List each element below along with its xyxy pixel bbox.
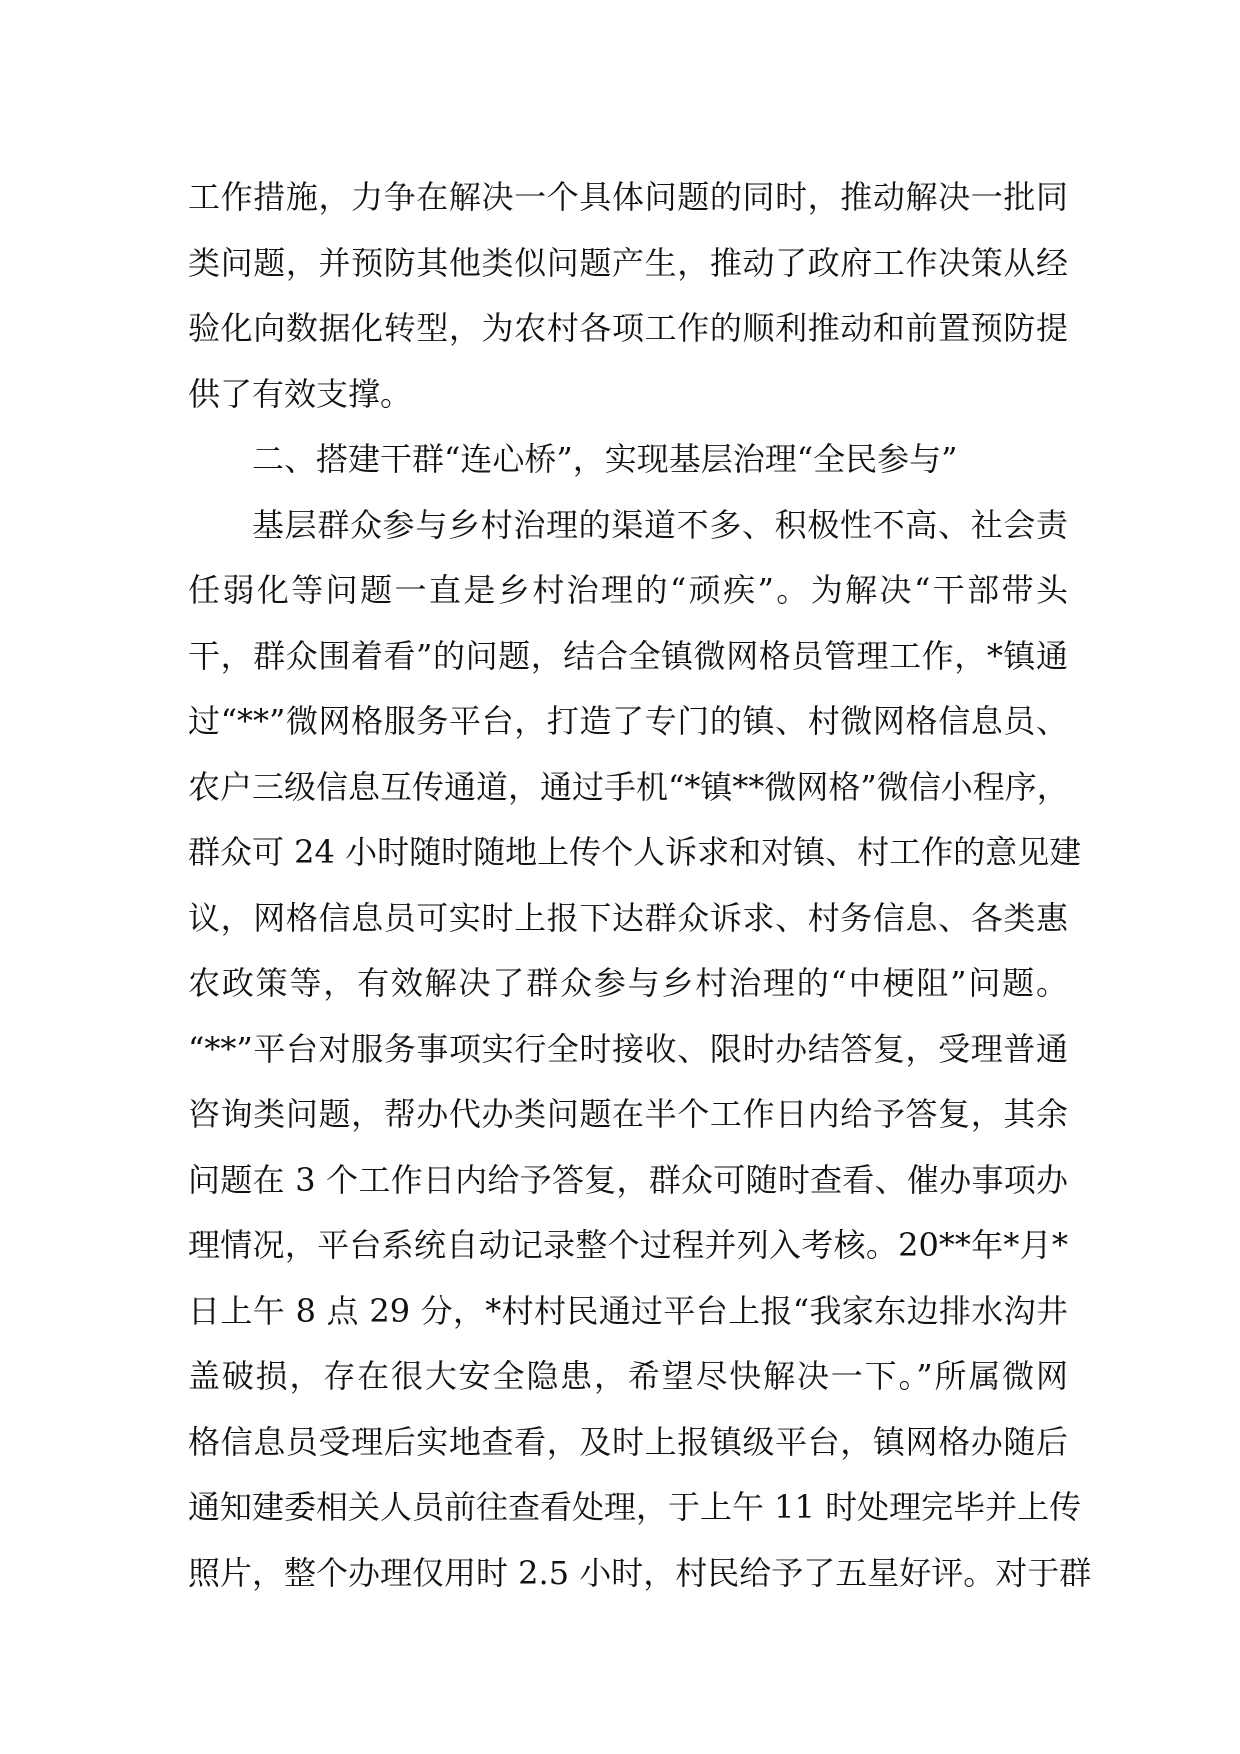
- text-line: 议，网格信息员可实时上报下达群众诉求、村务信息、各类惠: [188, 898, 1068, 937]
- text-line: 基层群众参与乡村治理的渠道不多、积极性不高、社会责: [252, 505, 1068, 544]
- text-line: 类问题，并预防其他类似问题产生，推动了政府工作决策从经: [188, 243, 1068, 282]
- text-line: 群众可 24 小时随时随地上传个人诉求和对镇、村工作的意见建: [188, 833, 1082, 871]
- text-line: 日上午 8 点 29 分，*村村民通过平台上报“我家东边排水沟井: [188, 1291, 1068, 1330]
- text-line: 问题在 3 个工作日内给予答复，群众可随时查看、催办事项办: [188, 1160, 1068, 1199]
- text-line: 过“**”微网格服务平台，打造了专门的镇、村微网格信息员、: [188, 702, 1068, 740]
- text-line: 农政策等，有效解决了群众参与乡村治理的“中梗阻”问题。: [188, 964, 1068, 1002]
- text-line: 理情况，平台系统自动记录整个过程并列入考核。20**年*月*: [188, 1226, 1068, 1264]
- text-line: 盖破损，存在很大安全隐患，希望尽快解决一下。”所属微网: [188, 1357, 1068, 1395]
- text-line: 干，群众围着看”的问题，结合全镇微网格员管理工作，*镇通: [188, 636, 1068, 675]
- text-line: 工作措施，力争在解决一个具体问题的同时，推动解决一批同: [188, 178, 1068, 216]
- text-line: 供了有效支撑。: [188, 374, 413, 413]
- text-line: “**”平台对服务事项实行全时接收、限时办结答复，受理普通: [188, 1029, 1068, 1068]
- text-line: 通知建委相关人员前往查看处理，于上午 11 时处理完毕并上传: [188, 1488, 1082, 1526]
- text-line: 农户三级信息互传通道，通过手机“*镇**微网格”微信小程序，: [188, 767, 1069, 806]
- text-line: 验化向数据化转型，为农村各项工作的顺利推动和前置预防提: [188, 309, 1068, 347]
- text-line: 咨询类问题，帮办代办类问题在半个工作日内给予答复，其余: [188, 1095, 1068, 1133]
- text-line: 格信息员受理后实地查看，及时上报镇级平台，镇网格办随后: [188, 1422, 1068, 1461]
- text-line: 任弱化等问题一直是乡村治理的“顽疾”。为解决“干部带头: [188, 571, 1068, 609]
- section-heading: 二、搭建干群“连心桥”，实现基层治理“全民参与”: [252, 440, 958, 478]
- document-body: [188, 165, 1092, 1606]
- text-line: 照片，整个办理仅用时 2.5 小时，村民给予了五星好评。对于群: [188, 1553, 1092, 1592]
